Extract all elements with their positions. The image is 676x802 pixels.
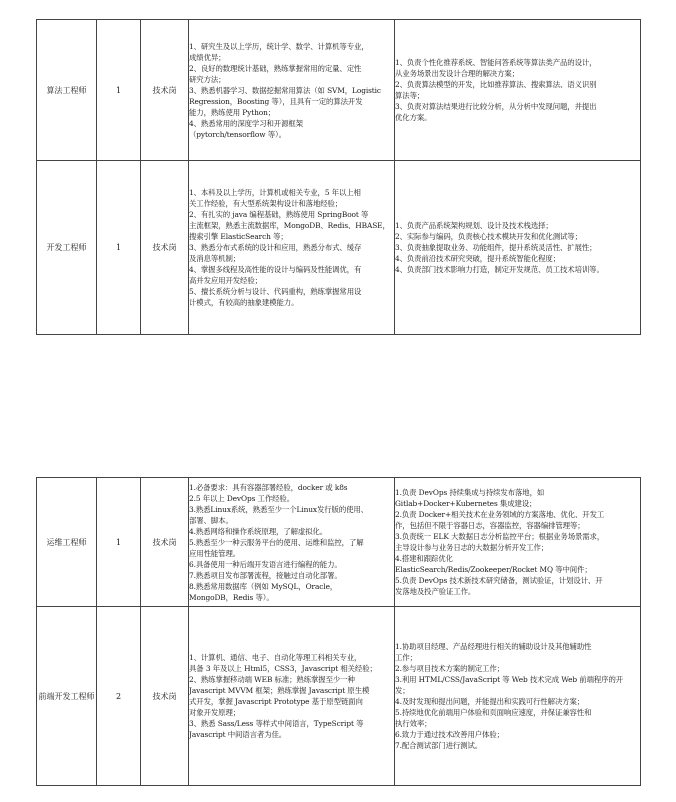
text-line: 2.负责 Docker+相关技术在业务领域的方案落地、优化、开发工 [395,510,605,519]
text-line: 7.熟悉项目发布部署流程，接触过自动化部署。 [189,570,342,580]
table-row [37,161,641,335]
text-line: 计模式，有较高的抽象建模能力。 [189,298,299,307]
text-line: 从业务场景出发设计合理的解决方案； [395,69,519,78]
text-line: 关工作经验，有大型系统架构设计和落地经验； [189,199,343,208]
table-row [37,20,641,161]
text-line: ElasticSearch/Redis/Zookeeper/Rocket MQ 等中间件； [395,565,592,574]
text-line: 对象开发原理； [189,708,241,717]
text-line: 部署、脚本。 [189,515,233,525]
text-line: 主导设计参与业务日志的大数据分析开发工作； [395,543,549,552]
text-line: 工作； [395,653,417,662]
text-line: 2、熟练掌握移动端 WEB 标准；熟练掌握至少一种 [189,675,355,684]
job-table-top [36,19,641,335]
text-line: 及消息等机制； [189,254,241,263]
text-line: 6.具备使用一种后端开发语言进行编程的能力。 [189,559,342,569]
text-line: 4、熟悉常用的深度学习和开源框架 [189,118,303,128]
text-line: 执行效率； [395,719,432,728]
text-line: 1.负责 DevOps 持续集成与持续发布落地，如 [395,488,545,497]
text-line: 4、掌握多线程及高性能的设计与编码及性能调优，有 [189,265,362,274]
text-line: 5、擅长系统分析与设计、代码重构，熟练掌握常用设 [189,287,362,296]
text-line: 主流框架，熟悉主流数据库，MongoDB、Redis、HBASE， [189,221,390,230]
text-line: 搜索引擎 ElasticSearch 等； [189,232,288,241]
text-line: Regression，Boosting 等），且具有一定的算法开发 [189,96,363,106]
text-line: 1、计算机、通信、电子、自动化等理工科相关专业， [189,653,362,662]
duties-cell [395,607,641,786]
text-line: 3、负责抽象提取业务、功能组件，提升系统灵活性、扩展性； [395,243,597,252]
duties-cell [395,161,641,335]
job-title-cell: 算法工程师 [37,20,97,161]
text-line: 1.协助项目经理、产品经理进行相关的辅助设计及其他辅助性 [395,642,592,651]
text-line: 2、负责算法模型的开发，比如推荐算法、搜索算法、语义识别 [395,80,597,89]
text-line: 1、负责个性化推荐系统、智能问答系统等算法类产品的设计， [395,58,597,67]
headcount-cell: 1 [97,20,141,161]
text-line: 优化方案。 [395,113,432,122]
text-line: 4.熟悉网络和操作系统原理，了解虚拟化。 [189,526,328,536]
text-line: 3.熟悉Linux系统，熟悉至少一个Linux发行版的使用、 [189,504,369,514]
text-line: 2、实际参与编码，负责核心技术模块开发和优化测试等； [395,232,582,241]
text-line: 3.负责统一 ELK 大数据日志分析监控平台；根据业务场景需求， [395,532,605,541]
job-title-cell: 前端开发工程师 [37,607,97,786]
text-line: 发落地及投产验证工作。 [395,587,476,596]
text-line: 高并发应用开发经验； [189,276,262,285]
text-line: 7.配合测试部门进行测试。 [395,741,483,750]
text-line: 3.利用 HTML/CSS/JavaScript 等 Web 技术完成 Web 前端程序的开 [395,675,624,684]
text-line: 5.持续地优化前端用户体验和页面响应速度，并保证兼容性和 [395,708,592,717]
text-line: 2、有扎实的 java 编程基础，熟练使用 SpringBoot 等 [189,210,369,219]
text-line: 能力，熟练使用 Python； [189,107,276,117]
text-line: 1、本科及以上学历，计算机或相关专业，5 年以上相 [189,188,361,197]
job-title-cell: 开发工程师 [37,161,97,335]
text-line: 5.负责 DevOps 技术新技术研究储备，测试验证，计划设计、开 [395,576,603,585]
text-line: 研究方法； [189,74,226,84]
text-line: 4.搭建和跟踪优化 [395,554,453,563]
text-line: Javascript MVVM 框架；熟练掌握 Javascript 原生模 [189,686,370,695]
job-type-cell: 技术岗 [141,607,189,786]
duties-cell [395,20,641,161]
headcount-cell: 1 [97,161,141,335]
requirements-cell [189,161,395,335]
text-line: MongoDB，Redis 等）。 [189,592,274,602]
text-line: 4、负责部门技术影响力打造，制定开发规范、员工技术培训等。 [395,265,604,274]
text-line: 算法等； [395,91,425,100]
requirements-cell [189,607,395,786]
requirements-cell [189,478,395,607]
text-line: 3、熟悉分布式系统的设计和应用，熟悉分布式、缓存 [189,243,362,252]
requirements-cell [189,20,395,161]
text-line: 1.必备要求：具有容器部署经验，docker 或 k8s [189,482,348,492]
text-line: 3、熟悉机器学习、数据挖掘常用算法（如 SVM，Logistic [189,85,381,95]
text-line: Javascript 中间语言者为佳。 [189,730,287,739]
text-line: 1、负责产品系统架构规划、设计及技术栈选择； [395,221,553,230]
job-table-bottom [36,477,641,786]
table-row [37,607,641,786]
text-line: 4.及时发现和提出问题，并能提出和实践可行性解决方案； [395,697,585,706]
text-line: 作，包括但不限于容器日志，容器监控，容器编排管理等； [395,521,585,530]
duties-cell [395,478,641,607]
text-line: 成绩优异； [189,52,226,62]
job-title-cell: 运维工程师 [37,478,97,607]
text-line: 2.5 年以上 DevOps 工作经验。 [189,493,294,503]
headcount-cell: 1 [97,478,141,607]
job-type-cell: 技术岗 [141,20,189,161]
text-line: 4、负责前沿技术研究突破，提升系统智能化程度； [395,254,560,263]
text-line: 具备 3 年及以上 Html5，CSS3，Javascript 相关经验； [189,664,377,673]
text-line: 3、负责对算法结果进行比较分析，从分析中发现问题，并提出 [395,102,597,111]
text-line: 应用性能管理。 [189,548,241,558]
text-line: 8.熟悉常用数据库（例如 MySQL，Oracle， [189,581,338,591]
text-line: 5.熟悉至少一种云服务平台的使用、运维和监控，了解 [189,537,364,547]
text-line: 6.致力于通过技术改善用户体验； [395,730,504,739]
job-type-cell: 技术岗 [141,478,189,607]
table-row [37,478,641,607]
text-line: 2、良好的数理统计基础，熟练掌握常用的定量、定性 [189,63,362,73]
text-line: 发； [395,686,410,695]
text-line: 2.参与项目技术方案的制定工作； [395,664,504,673]
text-line: 式开发，掌握 Javascript Prototype 基于原型链面向 [189,697,363,706]
text-line: 1、研究生及以上学历，统计学、数学、计算机等专业， [189,41,369,51]
text-line: 3、熟悉 Sass/Less 等样式中间语言，TypeScript 等 [189,719,364,728]
job-type-cell: 技术岗 [141,161,189,335]
text-line: （pytorch/tensorflow 等）。 [189,129,286,139]
headcount-cell: 2 [97,607,141,786]
text-line: Gitlab+Docker+Kubernetes 集成建设； [395,499,537,508]
